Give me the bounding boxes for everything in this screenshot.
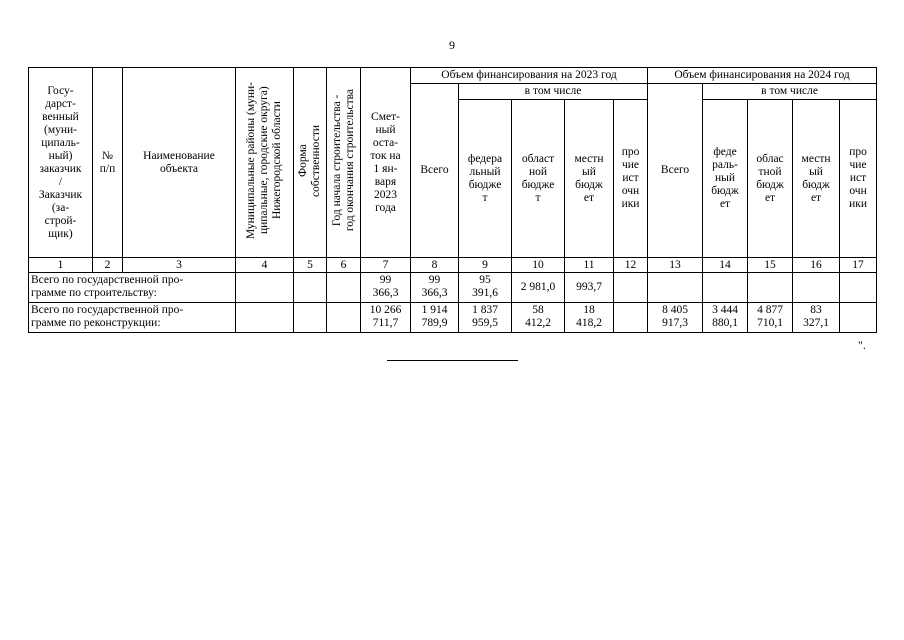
header-construction-years: Год начала строительства - год окончания строительства bbox=[327, 68, 361, 258]
column-number: 7 bbox=[361, 258, 411, 273]
table-row-construction-total bbox=[29, 273, 877, 303]
header-other-2024: про чие ист очн ики bbox=[840, 100, 877, 258]
cell-federal-2023: 95 391,6 bbox=[459, 273, 512, 303]
header-customer: Госу- дарст- венный (муни- ципаль- ный) заказчик / Заказчик (за- строй- щик) bbox=[29, 68, 93, 258]
column-number: 9 bbox=[459, 258, 512, 273]
header-row-number: № п/п bbox=[93, 68, 123, 258]
header-financing-2023: Объем финансирования на 2023 год bbox=[411, 68, 648, 84]
cell-local-2023: 993,7 bbox=[565, 273, 614, 303]
header-financing-2024: Объем финансирования на 2024 год bbox=[648, 68, 877, 84]
column-number: 17 bbox=[840, 258, 877, 273]
column-number: 13 bbox=[648, 258, 703, 273]
header-districts: Муниципальные районы (муни- ципальные, городские округа) Нижегородской области bbox=[236, 68, 294, 258]
header-federal-2023: федера льный бюдже т bbox=[459, 100, 512, 258]
column-number: 8 bbox=[411, 258, 459, 273]
header-including-2023: в том числе bbox=[459, 84, 648, 100]
column-number: 6 bbox=[327, 258, 361, 273]
cell-years bbox=[327, 273, 361, 303]
header-ownership: Форма собственности bbox=[294, 68, 327, 258]
cell-total-2024 bbox=[648, 273, 703, 303]
cell-other-2024 bbox=[840, 303, 877, 333]
cell-other-2023 bbox=[614, 273, 648, 303]
cell-federal-2023: 1 837 959,5 bbox=[459, 303, 512, 333]
cell-balance: 10 266 711,7 bbox=[361, 303, 411, 333]
closing-quote-mark: ". bbox=[858, 338, 866, 352]
header-other-2023: про чие ист очн ики bbox=[614, 100, 648, 258]
row-label: Всего по государственной про- грамме по реконструкции: bbox=[29, 303, 236, 333]
row-label: Всего по государственной про- грамме по строительству: bbox=[29, 273, 236, 303]
header-regional-2024: облас тной бюдж ет bbox=[748, 100, 793, 258]
financing-table bbox=[28, 67, 877, 333]
column-number: 11 bbox=[565, 258, 614, 273]
header-total-2024: Всего bbox=[648, 84, 703, 258]
header-local-2023: местн ый бюдж ет bbox=[565, 100, 614, 258]
cell-district bbox=[236, 303, 294, 333]
column-number: 4 bbox=[236, 258, 294, 273]
cell-other-2024 bbox=[840, 273, 877, 303]
column-number: 14 bbox=[703, 258, 748, 273]
cell-balance: 99 366,3 bbox=[361, 273, 411, 303]
column-number: 1 bbox=[29, 258, 93, 273]
header-estimated-balance: Смет- ный оста- ток на 1 ян- варя 2023 года bbox=[361, 68, 411, 258]
header-including-2024: в том числе bbox=[703, 84, 877, 100]
column-number: 2 bbox=[93, 258, 123, 273]
cell-local-2023: 18 418,2 bbox=[565, 303, 614, 333]
header-regional-2023: област ной бюдже т bbox=[512, 100, 565, 258]
column-number: 3 bbox=[123, 258, 236, 273]
cell-federal-2024 bbox=[703, 273, 748, 303]
cell-other-2023 bbox=[614, 303, 648, 333]
cell-federal-2024: 3 444 880,1 bbox=[703, 303, 748, 333]
cell-district bbox=[236, 273, 294, 303]
cell-total-2023: 1 914 789,9 bbox=[411, 303, 459, 333]
column-number: 16 bbox=[793, 258, 840, 273]
cell-total-2023: 99 366,3 bbox=[411, 273, 459, 303]
cell-local-2024: 83 327,1 bbox=[793, 303, 840, 333]
column-number: 15 bbox=[748, 258, 793, 273]
cell-ownership bbox=[294, 303, 327, 333]
cell-total-2024: 8 405 917,3 bbox=[648, 303, 703, 333]
cell-regional-2024: 4 877 710,1 bbox=[748, 303, 793, 333]
column-number: 5 bbox=[294, 258, 327, 273]
column-number: 12 bbox=[614, 258, 648, 273]
cell-ownership bbox=[294, 273, 327, 303]
column-number: 10 bbox=[512, 258, 565, 273]
header-object-name: Наименование объекта bbox=[123, 68, 236, 258]
header-total-2023: Всего bbox=[411, 84, 459, 258]
cell-regional-2023: 2 981,0 bbox=[512, 273, 565, 303]
cell-regional-2023: 58 412,2 bbox=[512, 303, 565, 333]
table-row-reconstruction-total bbox=[29, 303, 877, 333]
column-number-row bbox=[29, 258, 877, 273]
footnote-separator-line bbox=[387, 360, 518, 361]
cell-local-2024 bbox=[793, 273, 840, 303]
header-local-2024: местн ый бюдж ет bbox=[793, 100, 840, 258]
page-number: 9 bbox=[449, 38, 455, 52]
header-federal-2024: феде раль- ный бюдж ет bbox=[703, 100, 748, 258]
cell-regional-2024 bbox=[748, 273, 793, 303]
cell-years bbox=[327, 303, 361, 333]
